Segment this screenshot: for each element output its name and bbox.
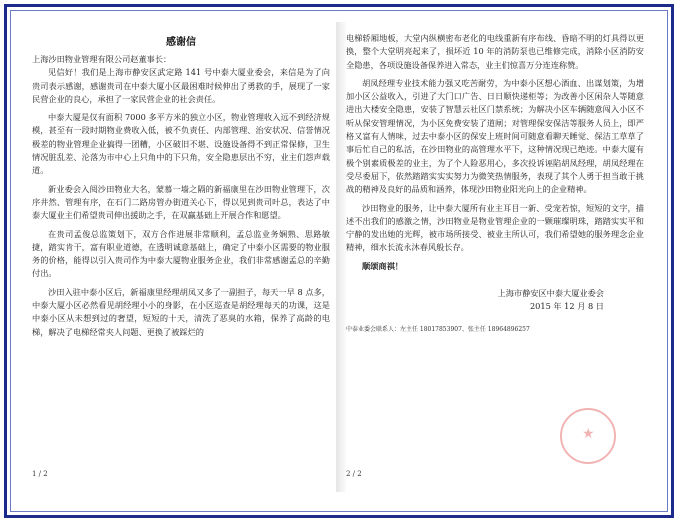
letter-page-2 <box>346 22 644 492</box>
paragraph: 在贵司孟俊总监策划下，双方合作进展非常顺利，孟总监业务娴熟、思路敏捷，踏实肯干，富有职业道德，在透明诚意基础上，确定了中泰小区需要的物业服务的价格，能得以引入贵司作为中泰大厦物业服务企业，我们非常感谢孟总的辛勤付出。 <box>32 228 330 279</box>
letter-salutation: 上海沙田物业管理有限公司赵董事长： <box>32 54 172 64</box>
letter-title: 感谢信 <box>166 37 196 48</box>
closing-greeting: 顺颂商祺！ <box>362 260 403 271</box>
paragraph: 新业委会入阅沙田物业大名，蒙慕一墙之隔的新福康里在沙田物业管理下，次序井然、管理有序，在石门二路房管办街道关心下，得以见到贵司叶总，表达了中泰大厦业主们希望贵司伸出援助之手，在双赢基础上开展合作和愿望。 <box>32 183 330 221</box>
contact-info: 中泰业委会联系人：左主任 18017853907、张主任 18964896257 <box>346 326 530 334</box>
paragraph: 见信好！我们是上海市静安区武定路 141 号中泰大厦业委会，来信是为了向贵司表示感谢，感谢贵司在中泰大厦小区最困难时候伸出了勇救的手，展现了一家民营企业的良心，承担了一家民营企业的社会责任。 <box>32 67 330 104</box>
page-number: 1 / 2 <box>32 470 48 478</box>
paragraph: 沙田入驻中泰小区后，新福康里经理胡凤又多了一副担子，每天一早 8 点多，中泰大厦小区必然看见胡经理小小的身影，在小区巡查是胡经理每天的功课，这是中泰小区从未想到过的奢望，短短的十天，清洗了恶臭的水箱，保养了高龄的电梯，解决了电梯经常夹人问题、更换了被踩烂的 <box>32 286 330 337</box>
signature-date: 2015 年 12 月 8 日 <box>529 301 604 312</box>
paragraph: 电梯轿厢地板，大堂内纵横密布老化的电线重新有序布线、昏暗不明的灯具得以更换，整个大堂明亮起来了，损坏近 10 年的消防泵也已维修完成，消除小区消防安全隐患，各项设施设备保养进入常态，业主们惊喜万分连连称赞。 <box>346 33 644 70</box>
signature-org: 上海市静安区中泰大厦业委会 <box>497 288 604 299</box>
paragraph: 沙田物业的服务，让中泰大厦所有业主耳目一新、受宠若惊，短短的文字，描述不出我们的感激之情，沙田物业是物业管理企业的一颗璀璨明珠，踏踏实实平和宁静的发出她的光辉，被市场所接受、被业主所认可，我们希望她的服务理念企业精神，细水长流永沐春风般长存。 <box>346 202 644 253</box>
official-seal-icon <box>560 408 616 464</box>
paragraph: 中泰大厦是仅有面积 7000 多平方米的独立小区，物业管理收入远不到经济规模，甚至有一段时期物业费收入低，被不负责任、内部管理、治安状况、信誉情况极差的物业管理企业搞得一团糟，小区破旧不堪、设施设备得不到正常保修，卫生情况脏乱差、沦落为市中心上只角中的下只角，安全隐患层出不穷，业主们怨声载道。 <box>32 112 330 176</box>
page-number: 2 / 2 <box>346 470 362 478</box>
letter-page-1 <box>32 22 330 492</box>
paragraph: 胡凤经理专业技术能力强又吃苦耐劳，为中泰小区想心酒血、出谋划策，为增加小区公益收入，引进了大门口广告、日日顺快递柜等；为改善小区闲杂人等随意进出大楼安全隐患，安装了智慧云社区门禁系统；为解决小区车辆随意闯入小区不听从保安管理情况，为小区免费安装了道闸；对管理保安保洁等服务人员上，即严格又富有人情味，过去中泰小区的保安上班时间可随意看聊天睡觉、保洁工草草了事后忙自己的私活，在沙田物业的高管理水平下，这种情况现已绝迹。中泰大厦有极个别素质极差的业主，为了个人险恶用心，多次投诉诬陷胡凤经理，胡凤经理在受尽委屈下，依然踏踏实实实努力为微笑热情服务，表现了其个人勇于担当敢于挑战的精神及良好的品质和涵养，体现沙田物业阳光向上的企业精神。 <box>346 77 644 195</box>
